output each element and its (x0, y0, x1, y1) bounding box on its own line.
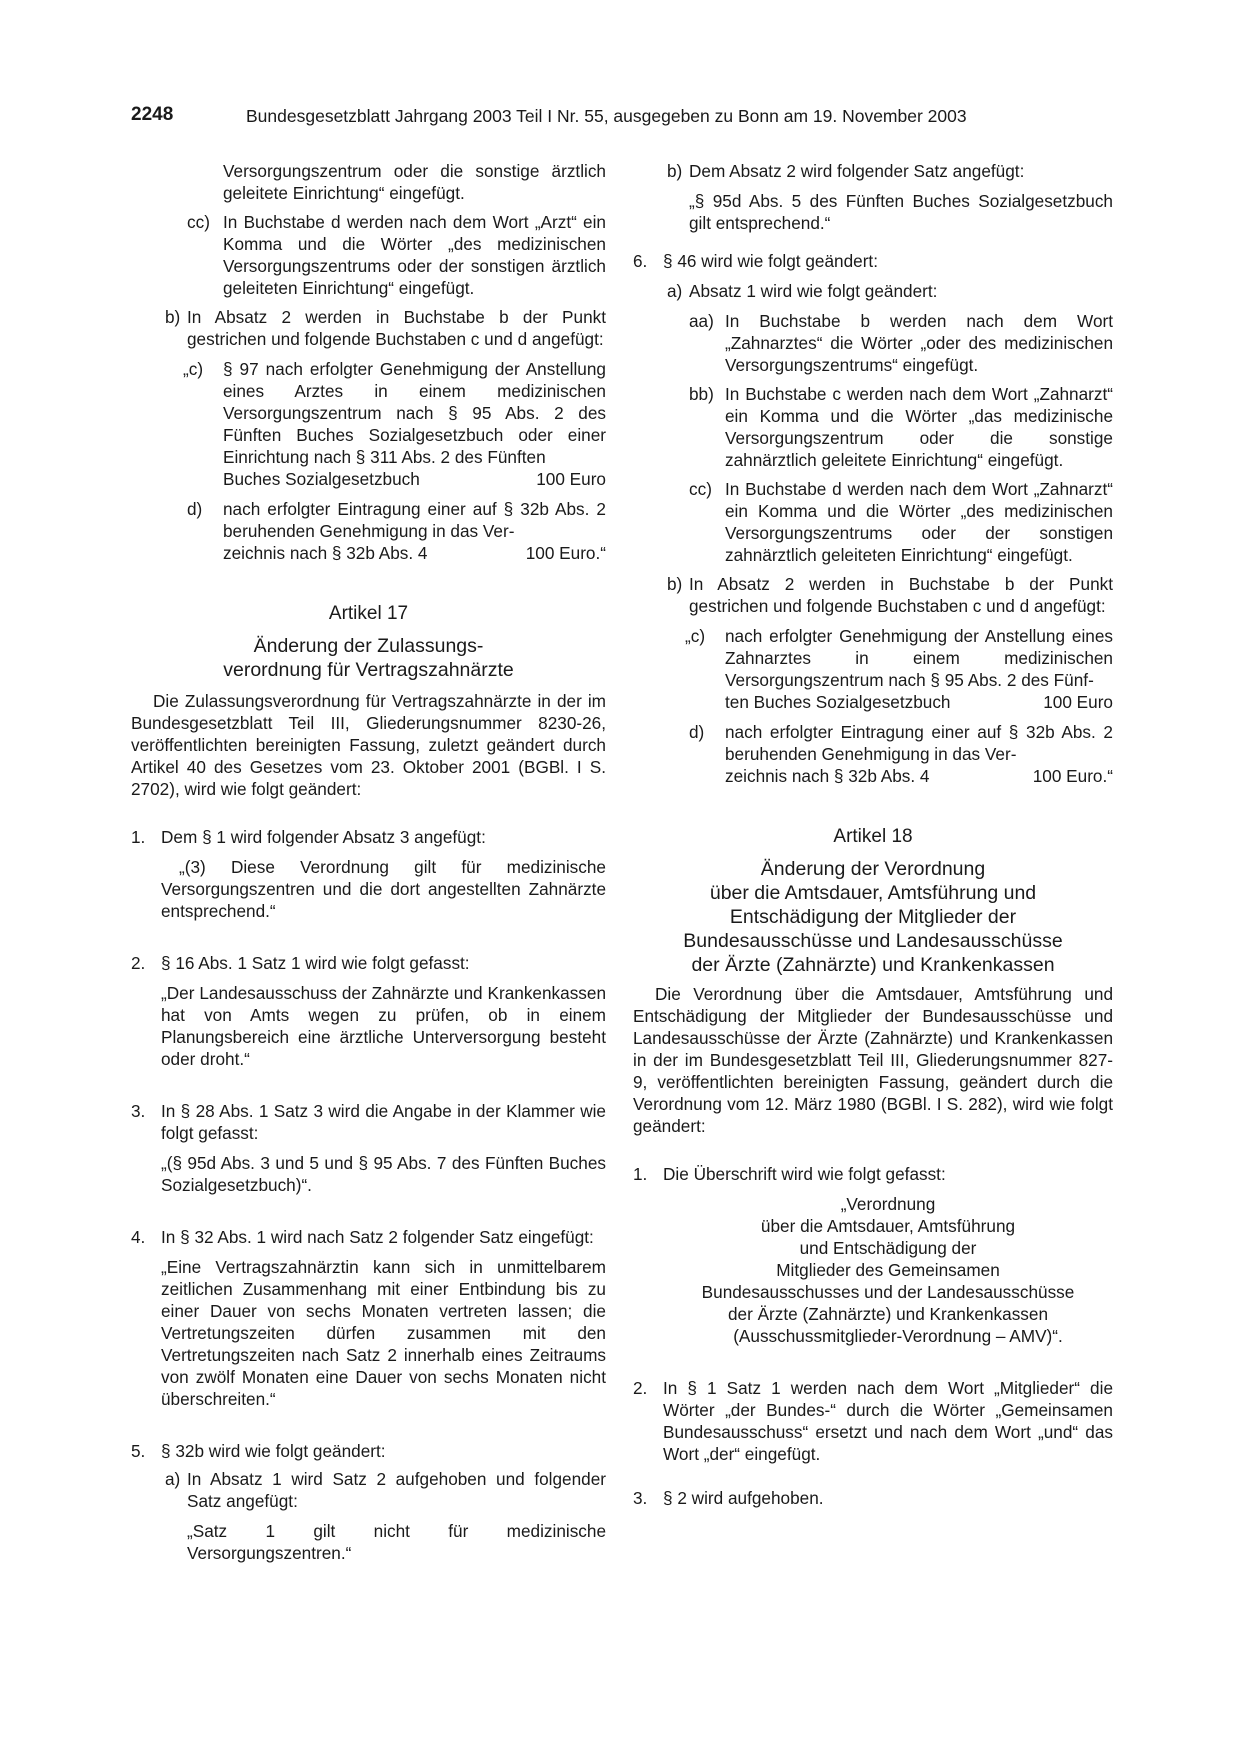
item-text: § 16 Abs. 1 Satz 1 wird wie folgt gefasst: (161, 953, 470, 973)
item-text: In § 28 Abs. 1 Satz 3 wird die Angabe in der Klammer wie folgt gefasst: (161, 1101, 606, 1143)
item-text: In Buchstabe d werden nach dem Wort „Zahnarzt“ ein Komma und die Wörter „des medizinischen Versorgungszentrums oder der sonstigen zahnärztlich geleiteten Einrichtung“ eingefügt. (725, 479, 1113, 565)
item-text: nach erfolgter Genehmigung der Anstellung eines Zahnarztes in einem medizinischen Versorgungszentrum nach § 95 Abs. 2 des Fünf- (725, 626, 1113, 690)
item-label: b) (667, 161, 683, 181)
gazette-header: Bundesgesetzblatt Jahrgang 2003 Teil I Nr. 55, ausgegeben zu Bonn am 19. November 2003 (246, 106, 967, 126)
quote: „Eine Vertragszahnärztin kann sich in unmittelbarem zeitlichen Zusammenhang mit einer Entbindung bis zu einer Dauer von sechs Monaten vertreten lassen; die Vertretungszeiten dürfen zusammen mit den Vertretungszeiten nach Satz 2 innerhalb eines Zeitraums von zwölf Monaten eine Dauer von sechs Monaten nicht überschreiten.“ (161, 1257, 606, 1409)
item-label: cc) (187, 212, 210, 232)
text: zeichnis nach § 32b Abs. 4 (223, 543, 428, 563)
item-text: In Buchstabe c werden nach dem Wort „Zahnarzt“ ein Komma und die Wörter „das medizinische Versorgungszentrum oder die sonstige zahnärztlich geleitete Einrichtung“ eingefügt. (725, 384, 1113, 470)
item-label: bb) (689, 384, 714, 404)
price-line (223, 542, 606, 564)
list-item (689, 383, 1113, 471)
article-title: Änderung der Verordnung (760, 858, 986, 880)
quote-block (663, 1193, 1113, 1347)
text: ten Buches Sozialgesetzbuch (725, 692, 951, 712)
quote: „Satz 1 gilt nicht für medizinische Versorgungszentren.“ (187, 1521, 606, 1563)
text: Buches Sozialgesetzbuch (223, 469, 420, 489)
text: Versorgungszentrum oder die sonstige ärztlich geleitete Einrichtung“ eingefügt. (223, 161, 606, 203)
quote-line: Bundesausschusses und der Landesausschüsse (701, 1282, 1075, 1302)
item-label: 1. (633, 1164, 648, 1184)
list-item (633, 250, 1113, 272)
item-text: Absatz 1 wird wie folgt geändert: (689, 281, 938, 301)
article-title: Bundesausschüsse und Landesausschüsse (683, 930, 1063, 952)
item-label: a) (667, 281, 683, 301)
fee-amount: 100 Euro (536, 469, 606, 489)
fee-amount: 100 Euro.“ (1032, 766, 1113, 786)
item-label: b) (165, 307, 181, 327)
quote: „§ 95d Abs. 5 des Fünften Buches Sozialgesetzbuch gilt entsprechend.“ (689, 191, 1113, 233)
item-label: 4. (131, 1227, 146, 1247)
item-text: § 32b wird wie folgt geändert: (161, 1441, 386, 1461)
list-item (685, 625, 1113, 713)
item-label: 3. (633, 1488, 648, 1508)
list-item (633, 1487, 1113, 1509)
fee-amount: 100 Euro (1043, 692, 1113, 712)
item-text: In Buchstabe b werden nach dem Wort „Zahnarztes“ die Wörter „oder des medizinischen Versorgungszentrums“ eingefügt. (725, 311, 1113, 375)
item-label: 6. (633, 251, 648, 271)
list-item (667, 573, 1113, 617)
fee-amount: 100 Euro.“ (525, 543, 606, 563)
list-item (183, 358, 606, 490)
list-item (131, 952, 606, 1070)
article-label: Artikel 17 (328, 603, 409, 624)
article-title: Änderung der Zulassungs- (253, 635, 484, 657)
item-label: cc) (689, 479, 712, 499)
list-item (165, 306, 606, 350)
item-label: 2. (633, 1378, 648, 1398)
item-label: 3. (131, 1101, 146, 1121)
article-title: verordnung für Vertragszahnärzte (223, 659, 514, 681)
article-label: Artikel 18 (833, 826, 913, 847)
item-text: In Absatz 1 wird Satz 2 aufgehoben und folgender Satz angefügt: (187, 1469, 606, 1511)
item-text: § 2 wird aufgehoben. (663, 1488, 824, 1508)
item-label: d) (689, 722, 705, 742)
text: zeichnis nach § 32b Abs. 4 (725, 766, 930, 786)
quote: „Der Landesausschuss der Zahnärzte und Krankenkassen hat von Amts wegen zu prüfen, ob in einem Planungsbereich eine ärztliche Unterversorgung besteht oder droht.“ (161, 983, 606, 1069)
list-item (131, 1226, 606, 1410)
item-label: 5. (131, 1441, 146, 1461)
item-label: „c) (183, 359, 204, 379)
quote-line: (Ausschussmitglieder-Verordnung – AMV)“. (733, 1326, 1063, 1346)
list-item (633, 1163, 1113, 1347)
article-title: der Ärzte (Zahnärzte) und Krankenkassen (691, 954, 1055, 976)
list-item (667, 280, 1113, 302)
article-intro: Die Verordnung über die Amtsdauer, Amtsführung und Entschädigung der Mitglieder der Bundesausschüsse und Landesausschüsse der Ärzte (Zahnärzte) und Krankenkassen in der im Bundesgesetzblatt Teil III, Gliederungsnummer 827-9, veröffentlichten bereinigten Fassung, geändert durch die Verordnung vom 12. März 1980 (BGBl. I S. 282), wird wie folgt geändert: (633, 984, 1113, 1136)
article-title: über die Amtsdauer, Amtsführung und (709, 882, 1037, 904)
item-label: 2. (131, 953, 146, 973)
item-text: § 46 wird wie folgt geändert: (663, 251, 878, 271)
item-label: 1. (131, 827, 146, 847)
list-item (131, 826, 606, 922)
item-text: Die Überschrift wird wie folgt gefasst: (663, 1164, 946, 1184)
quote-line: Mitglieder des Gemeinsamen (776, 1260, 1000, 1280)
article-title: Entschädigung der Mitglieder der (729, 906, 1017, 928)
item-label: aa) (689, 311, 714, 331)
list-item (667, 160, 1113, 234)
item-text: In § 1 Satz 1 werden nach dem Wort „Mitglieder“ die Wörter „der Bundes-“ durch die Wörter „Gemeinsamen Bundesausschuss“ ersetzt und nach dem Wort „und“ das Wort „der“ eingefügt. (663, 1378, 1113, 1464)
list-item (689, 310, 1113, 376)
list-item (689, 721, 1113, 787)
quote-line: der Ärzte (Zahnärzte) und Krankenkassen (727, 1304, 1049, 1324)
list-item (165, 1468, 606, 1564)
quote-line: und Entschädigung der (799, 1238, 977, 1258)
item-text: nach erfolgter Eintragung einer auf § 32b Abs. 2 beruhenden Genehmigung in das Ver- (223, 499, 606, 541)
list-item (131, 1440, 606, 1462)
quote: „(§ 95d Abs. 3 und 5 und § 95 Abs. 7 des Fünften Buches Sozialgesetzbuch)“. (161, 1153, 606, 1195)
item-label: „c) (685, 626, 706, 646)
price-line (725, 765, 1113, 787)
left-column (131, 160, 606, 1564)
item-text: In Buchstabe d werden nach dem Wort „Arzt“ ein Komma und die Wörter „des medizinischen Versorgungszentrums oder der sonstigen ärztlich geleiteten Einrichtung“ eingefügt. (223, 212, 606, 298)
list-item (633, 1377, 1113, 1465)
list-item (187, 498, 606, 564)
item-text: In § 32 Abs. 1 wird nach Satz 2 folgender Satz eingefügt: (161, 1227, 594, 1247)
right-column (633, 160, 1113, 1509)
item-text: In Absatz 2 werden in Buchstabe b der Punkt gestrichen und folgende Buchstaben c und d angefügt: (689, 574, 1113, 616)
item-label: a) (165, 1469, 181, 1489)
item-label: d) (187, 499, 203, 519)
price-line (223, 468, 606, 490)
list-item (187, 211, 606, 299)
quote-line: „Verordnung (840, 1194, 936, 1214)
price-line (725, 691, 1113, 713)
item-text: Dem § 1 wird folgender Absatz 3 angefügt: (161, 827, 486, 847)
item-text: Dem Absatz 2 wird folgender Satz angefügt: (689, 161, 1025, 181)
list-item (131, 1100, 606, 1196)
item-text: nach erfolgter Eintragung einer auf § 32b Abs. 2 beruhenden Genehmigung in das Ver- (725, 722, 1113, 764)
quote-line: über die Amtsdauer, Amtsführung (760, 1216, 1016, 1236)
item-text: § 97 nach erfolgter Genehmigung der Anstellung eines Arztes in einem medizinischen Versorgungszentrum nach § 95 Abs. 2 des Fünften Buches Sozialgesetzbuch oder einer Einrichtung nach § 311 Abs. 2 des Fünften (223, 359, 606, 467)
list-item (689, 478, 1113, 566)
page-number: 2248 (131, 104, 174, 125)
paragraph (223, 160, 606, 204)
item-text: In Absatz 2 werden in Buchstabe b der Punkt gestrichen und folgende Buchstaben c und d angefügt: (187, 307, 606, 349)
quote: „(3) Diese Verordnung gilt für medizinische Versorgungszentren und die dort angestellten Zahnärzte entsprechend.“ (161, 857, 606, 921)
article-intro: Die Zulassungsverordnung für Vertragszahnärzte in der im Bundesgesetzblatt Teil III, Gliederungsnummer 8230-26, veröffentlichten bereinigten Fassung, zuletzt geändert durch Artikel 40 des Gesetzes vom 23. Oktober 2001 (BGBl. I S. 2702), wird wie folgt geändert: (131, 691, 606, 799)
item-label: b) (667, 574, 683, 594)
